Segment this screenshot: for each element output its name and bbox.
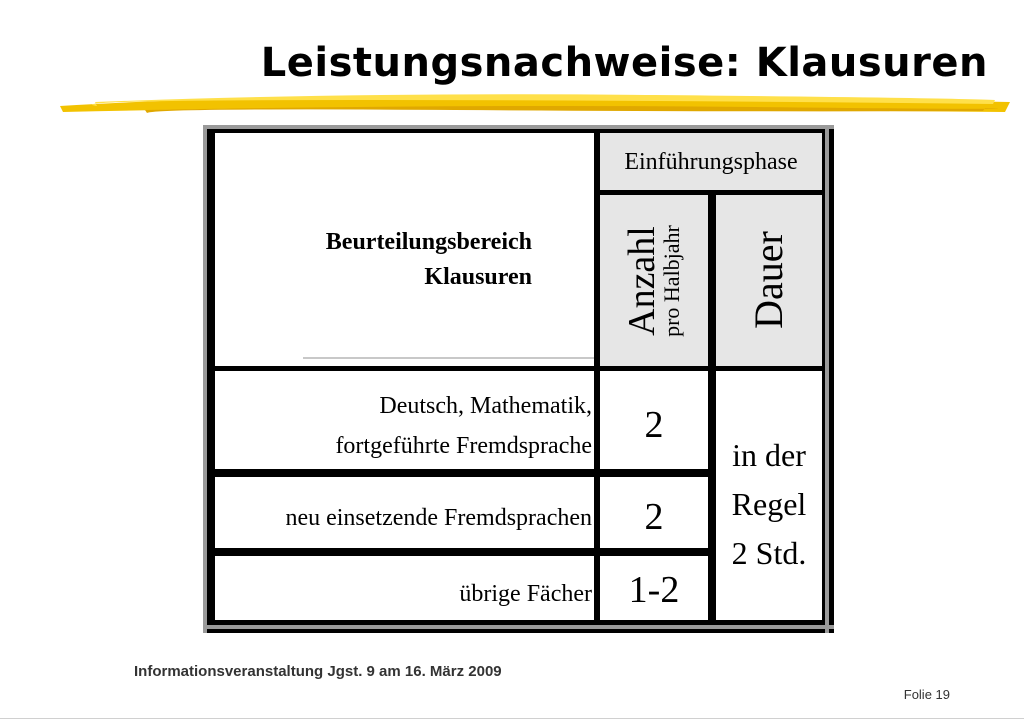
table-frame-left <box>203 125 207 633</box>
anzahl-header-cell <box>600 195 708 366</box>
table-row-1-anzahl <box>600 371 708 469</box>
row-2-anzahl-value: 2 <box>644 496 664 538</box>
anzahl-sublabel: pro Halbjahr <box>659 225 684 337</box>
table-row-3-subject <box>215 556 594 620</box>
table-row-2-anzahl <box>600 477 708 548</box>
header-label <box>326 225 532 295</box>
slide-number: Folie 19 <box>903 687 950 702</box>
dauer-label: Dauer <box>746 231 791 329</box>
header-cell <box>215 133 594 366</box>
anzahl-header-label <box>621 195 684 367</box>
row-3-subject: übrige Fächer <box>459 581 592 607</box>
table-row-1-subject <box>215 371 594 469</box>
dauer-value-cell <box>716 371 822 620</box>
anzahl-label: Anzahl <box>621 226 663 336</box>
table-row-2-subject <box>215 477 594 548</box>
title-underline-stroke <box>55 86 1015 120</box>
dauer-value-line1: in der <box>732 437 806 473</box>
row-2-subject: neu einsetzende Fremdsprachen <box>285 505 592 531</box>
table-frame-right <box>825 125 829 633</box>
table-row-3-anzahl <box>600 556 708 620</box>
dauer-value-line3: 2 Std. <box>731 535 807 571</box>
phase-cell <box>600 133 822 190</box>
row-1-anzahl-value: 2 <box>644 404 664 446</box>
table-frame-bottom <box>203 625 834 629</box>
header-label-line1: Beurteilungsbereich <box>325 229 532 255</box>
slide-title: Leistungsnachweise: Klausuren <box>260 40 988 86</box>
row-1-subject-line2: fortgeführte Fremdsprache <box>335 433 592 459</box>
header-divider <box>303 357 594 359</box>
footer-text: Informationsveranstaltung Jgst. 9 am 16. März 2009 <box>134 663 502 680</box>
header-label-line2: Klausuren <box>424 264 532 290</box>
klausuren-table <box>203 125 834 633</box>
dauer-value <box>716 431 822 578</box>
row-1-subject-line1: Deutsch, Mathematik, <box>379 393 592 419</box>
row-3-anzahl-value: 1-2 <box>628 569 680 611</box>
bottom-divider <box>0 718 1024 719</box>
table-frame-top <box>203 125 834 129</box>
dauer-value-line2: Regel <box>731 486 807 522</box>
dauer-header-cell <box>716 195 822 366</box>
phase-label: Einführungsphase <box>624 149 798 175</box>
